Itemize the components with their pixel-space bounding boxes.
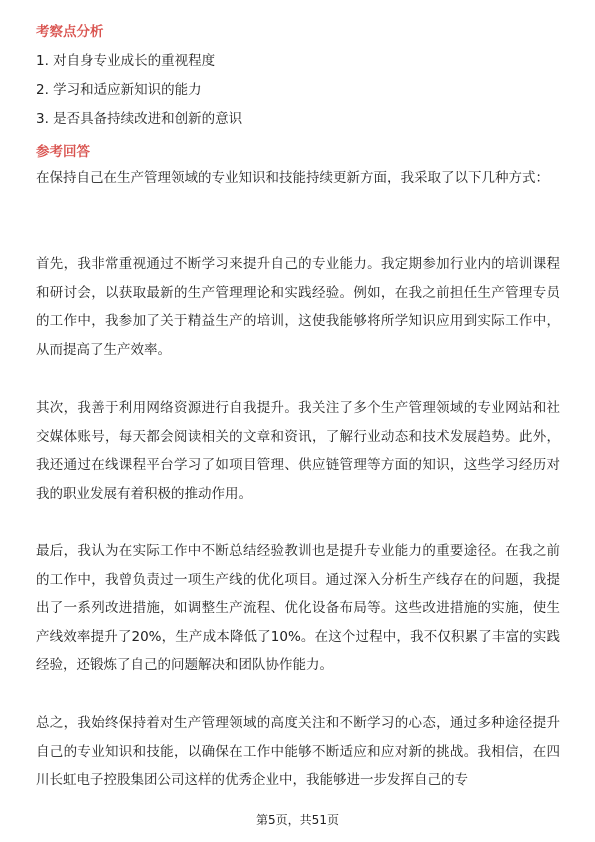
page-number-footer: 第5页，共51页: [256, 813, 339, 827]
answer-paragraph-intro: 在保持自己在生产管理领域的专业知识和技能持续更新方面，我采取了以下几种方式：: [36, 170, 549, 186]
analysis-point-1: 1. 对自身专业成长的重视程度: [36, 53, 216, 69]
analysis-title: 考察点分析: [36, 24, 104, 40]
answer-paragraph-summary: 总之，我始终保持着对生产管理领域的高度关注和不断学习的心态，通过多种途径提升自己的专业知识和技能，以确保在工作中能够不断适应和应对新的挑战。我相信，在四川长虹电子控股集团公司这样的优秀企业中，我能够进一步发挥自己的专: [36, 715, 560, 789]
analysis-point-2: 2. 学习和适应新知识的能力: [36, 82, 202, 98]
answer-paragraph-third: 最后，我认为在实际工作中不断总结经验教训也是提升专业能力的重要途径。在我之前的工作中，我曾负责过一项生产线的优化项目。通过深入分析生产线存在的问题，我提出了一系列改进措施，如调整生产流程、优化设备布局等。这些改进措施的实施，使生产线效率提升了20%，生产成本降低了10%。在这个过程中，我不仅积累了丰富的实践经验，还锻炼了自己的问题解决和团队协作能力。: [36, 543, 560, 674]
answer-paragraph-second: 其次，我善于利用网络资源进行自我提升。我关注了多个生产管理领域的专业网站和社交媒体账号，每天都会阅读相关的文章和资讯，了解行业动态和技术发展趋势。此外，我还通过在线课程平台学习了如项目管理、供应链管理等方面的知识，这些学习经历对我的职业发展有着积极的推动作用。: [36, 400, 560, 502]
analysis-point-3: 3. 是否具备持续改进和创新的意识: [36, 111, 243, 127]
answer-title: 参考回答: [36, 144, 90, 160]
answer-paragraph-first: 首先，我非常重视通过不断学习来提升自己的专业能力。我定期参加行业内的培训课程和研讨会，以获取最新的生产管理理论和实践经验。例如，在我之前担任生产管理专员的工作中，我参加了关于精益生产的培训，这使我能够将所学知识应用到实际工作中，从而提高了生产效率。: [36, 256, 560, 358]
